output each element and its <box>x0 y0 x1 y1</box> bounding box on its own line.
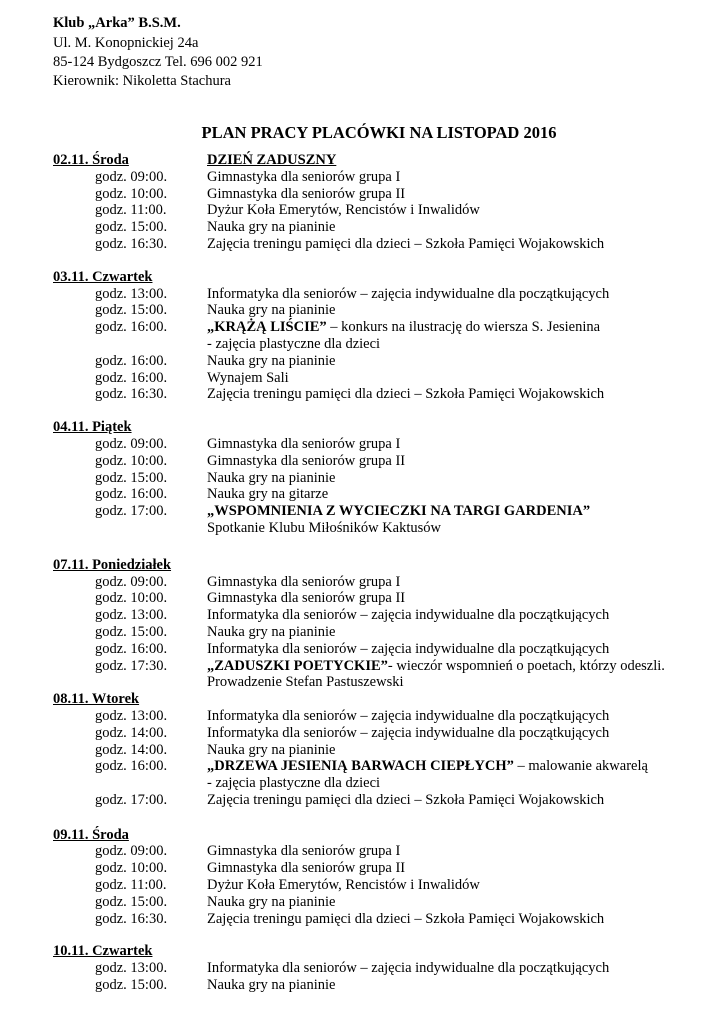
row-continuation: Prowadzenie Stefan Pastuszewski <box>207 674 404 691</box>
row-time: godz. 16:00. <box>95 486 168 503</box>
row-description: Gimnastyka dla seniorów grupa II <box>207 860 406 877</box>
row-time: godz. 15:00. <box>95 623 168 640</box>
row-time: godz. 13:00. <box>95 285 168 302</box>
row-description: Informatyka dla seniorów – zajęcia indywidualne dla początkujących <box>207 640 610 657</box>
schedule-row <box>0 624 724 641</box>
club-address-city-phone: 85-124 Bydgoszcz Tel. 696 002 921 <box>53 54 263 70</box>
row-description: Nauka gry na pianinie <box>207 893 336 910</box>
club-manager: Kierownik: Nikoletta Stachura <box>53 73 231 89</box>
row-description: Nauka gry na pianinie <box>207 352 336 369</box>
schedule-row <box>0 436 724 453</box>
row-description: Gimnastyka dla seniorów grupa I <box>207 435 401 452</box>
row-time: godz. 13:00. <box>95 960 168 977</box>
schedule-row <box>0 486 724 503</box>
schedule-row <box>0 236 724 253</box>
row-continuation: - zajęcia plastyczne dla dzieci <box>207 775 381 792</box>
row-description: Zajęcia treningu pamięci dla dzieci – Szkoła Pamięci Wojakowskich <box>207 235 605 252</box>
schedule-row <box>0 877 724 894</box>
day-header <box>0 827 724 844</box>
schedule-row <box>0 742 724 759</box>
schedule-row <box>0 302 724 319</box>
row-description: Nauka gry na pianinie <box>207 977 336 994</box>
day-date: 04.11. Piątek <box>53 419 132 436</box>
schedule-row-continuation <box>0 674 724 691</box>
row-description <box>207 319 600 336</box>
row-description: Informatyka dla seniorów – zajęcia indywidualne dla początkujących <box>207 707 610 724</box>
row-time: godz. 13:00. <box>95 707 168 724</box>
schedule-row <box>0 169 724 186</box>
day-section <box>0 269 724 403</box>
schedule-row <box>0 574 724 591</box>
row-time: godz. 17:00. <box>95 503 168 520</box>
schedule <box>0 152 724 994</box>
row-description: Nauka gry na pianinie <box>207 302 336 319</box>
event-title: „DRZEWA JESIENIĄ BARWACH CIEPŁYCH” <box>207 758 514 775</box>
day-header <box>0 269 724 286</box>
row-description: Zajęcia treningu pamięci dla dzieci – Szkoła Pamięci Wojakowskich <box>207 910 605 927</box>
schedule-row <box>0 590 724 607</box>
schedule-row <box>0 453 724 470</box>
row-time: godz. 10:00. <box>95 860 168 877</box>
schedule-row <box>0 186 724 203</box>
day-section <box>0 691 724 809</box>
schedule-row <box>0 319 724 336</box>
day-section <box>0 419 724 537</box>
club-name: Klub „Arka” B.S.M. <box>53 15 181 31</box>
schedule-row <box>0 708 724 725</box>
row-time: godz. 15:00. <box>95 469 168 486</box>
row-time: godz. 13:00. <box>95 607 168 624</box>
document-title: PLAN PRACY PLACÓWKI NA LISTOPAD 2016 <box>201 123 557 142</box>
row-time: godz. 11:00. <box>95 202 167 219</box>
row-time: godz. 16:30. <box>95 386 168 403</box>
row-description: Gimnastyka dla seniorów grupa I <box>207 168 401 185</box>
event-description: – konkurs na ilustrację do wiersza S. Jesienina <box>326 319 601 336</box>
row-description: Nauka gry na pianinie <box>207 623 336 640</box>
schedule-row <box>0 470 724 487</box>
event-description: – malowanie akwarelą <box>513 758 648 775</box>
schedule-row <box>0 658 724 675</box>
row-description: Gimnastyka dla seniorów grupa II <box>207 590 406 607</box>
row-time: godz. 16:00. <box>95 369 168 386</box>
event-title: „ZADUSZKI POETYCKIE” <box>207 657 388 674</box>
row-time: godz. 11:00. <box>95 877 167 894</box>
row-time: godz. 16:00. <box>95 640 168 657</box>
row-continuation: Spotkanie Klubu Miłośników Kaktusów <box>207 519 442 536</box>
day-section <box>0 557 724 691</box>
day-section <box>0 827 724 928</box>
day-heading: DZIEŃ ZADUSZNY <box>207 152 337 168</box>
day-section <box>0 943 724 993</box>
event-title: „WSPOMNIENIA Z WYCIECZKI NA TARGI GARDENIA” <box>207 503 591 520</box>
row-time: godz. 15:00. <box>95 219 168 236</box>
row-time: godz. 14:00. <box>95 724 168 741</box>
row-time: godz. 16:30. <box>95 235 168 252</box>
row-description: Dyżur Koła Emerytów, Rencistów i Inwalidów <box>207 202 480 219</box>
schedule-row <box>0 219 724 236</box>
schedule-row <box>0 607 724 624</box>
row-description: Dyżur Koła Emerytów, Rencistów i Inwalidów <box>207 877 480 894</box>
day-date: 10.11. Czwartek <box>53 943 153 960</box>
row-time: godz. 17:30. <box>95 657 168 674</box>
row-description: Nauka gry na pianinie <box>207 219 336 236</box>
day-date: 02.11. Środa <box>53 152 129 168</box>
schedule-row <box>0 503 724 520</box>
row-time: godz. 16:30. <box>95 910 168 927</box>
schedule-row <box>0 286 724 303</box>
row-description <box>207 503 590 520</box>
row-description: Informatyka dla seniorów – zajęcia indywidualne dla początkujących <box>207 285 610 302</box>
row-description: Zajęcia treningu pamięci dla dzieci – Szkoła Pamięci Wojakowskich <box>207 791 605 808</box>
row-time: godz. 09:00. <box>95 573 168 590</box>
schedule-row-continuation <box>0 775 724 792</box>
schedule-row <box>0 860 724 877</box>
row-description: Gimnastyka dla seniorów grupa I <box>207 573 401 590</box>
row-time: godz. 17:00. <box>95 791 168 808</box>
day-section <box>0 152 724 253</box>
row-time: godz. 15:00. <box>95 977 168 994</box>
row-description: Gimnastyka dla seniorów grupa II <box>207 185 406 202</box>
schedule-row <box>0 386 724 403</box>
day-date: 09.11. Środa <box>53 826 129 843</box>
schedule-row <box>0 977 724 994</box>
row-time: godz. 15:00. <box>95 893 168 910</box>
schedule-row <box>0 758 724 775</box>
row-description: Nauka gry na pianinie <box>207 469 336 486</box>
row-description <box>207 758 648 775</box>
row-description: Zajęcia treningu pamięci dla dzieci – Szkoła Pamięci Wojakowskich <box>207 386 605 403</box>
row-description: Wynajem Sali <box>207 369 289 386</box>
day-header <box>0 152 724 169</box>
row-description: Informatyka dla seniorów – zajęcia indywidualne dla początkujących <box>207 607 610 624</box>
row-time: godz. 15:00. <box>95 302 168 319</box>
row-time: godz. 10:00. <box>95 452 168 469</box>
schedule-row <box>0 641 724 658</box>
schedule-row <box>0 792 724 809</box>
schedule-row <box>0 911 724 928</box>
row-time: godz. 16:00. <box>95 352 168 369</box>
row-description: Informatyka dla seniorów – zajęcia indywidualne dla początkujących <box>207 960 610 977</box>
day-header <box>0 557 724 574</box>
row-description <box>207 658 665 675</box>
row-time: godz. 16:00. <box>95 319 168 336</box>
row-continuation: - zajęcia plastyczne dla dzieci <box>207 335 381 352</box>
schedule-row <box>0 843 724 860</box>
club-address-street: Ul. M. Konopnickiej 24a <box>53 35 199 51</box>
schedule-row <box>0 353 724 370</box>
event-title: „KRĄŻĄ LIŚCIE” <box>207 319 327 336</box>
row-description: Informatyka dla seniorów – zajęcia indywidualne dla początkujących <box>207 724 610 741</box>
row-description: Gimnastyka dla seniorów grupa II <box>207 452 406 469</box>
day-date: 07.11. Poniedziałek <box>53 556 172 573</box>
row-time: godz. 09:00. <box>95 435 168 452</box>
schedule-row <box>0 202 724 219</box>
schedule-row <box>0 960 724 977</box>
schedule-row <box>0 894 724 911</box>
row-description: Nauka gry na pianinie <box>207 741 336 758</box>
day-header <box>0 943 724 960</box>
row-description: Gimnastyka dla seniorów grupa I <box>207 843 401 860</box>
schedule-row-continuation <box>0 336 724 353</box>
day-header <box>0 691 724 708</box>
row-time: godz. 10:00. <box>95 185 168 202</box>
schedule-row <box>0 725 724 742</box>
row-time: godz. 16:00. <box>95 758 168 775</box>
day-date: 08.11. Wtorek <box>53 691 140 708</box>
day-date: 03.11. Czwartek <box>53 268 153 285</box>
schedule-row-continuation <box>0 520 724 537</box>
row-time: godz. 09:00. <box>95 843 168 860</box>
row-description: Nauka gry na gitarze <box>207 486 329 503</box>
row-time: godz. 10:00. <box>95 590 168 607</box>
row-time: godz. 14:00. <box>95 741 168 758</box>
day-header <box>0 419 724 436</box>
schedule-row <box>0 370 724 387</box>
row-time: godz. 09:00. <box>95 168 168 185</box>
event-description: - wieczór wspomnień o poetach, którzy odeszli. <box>387 657 665 674</box>
